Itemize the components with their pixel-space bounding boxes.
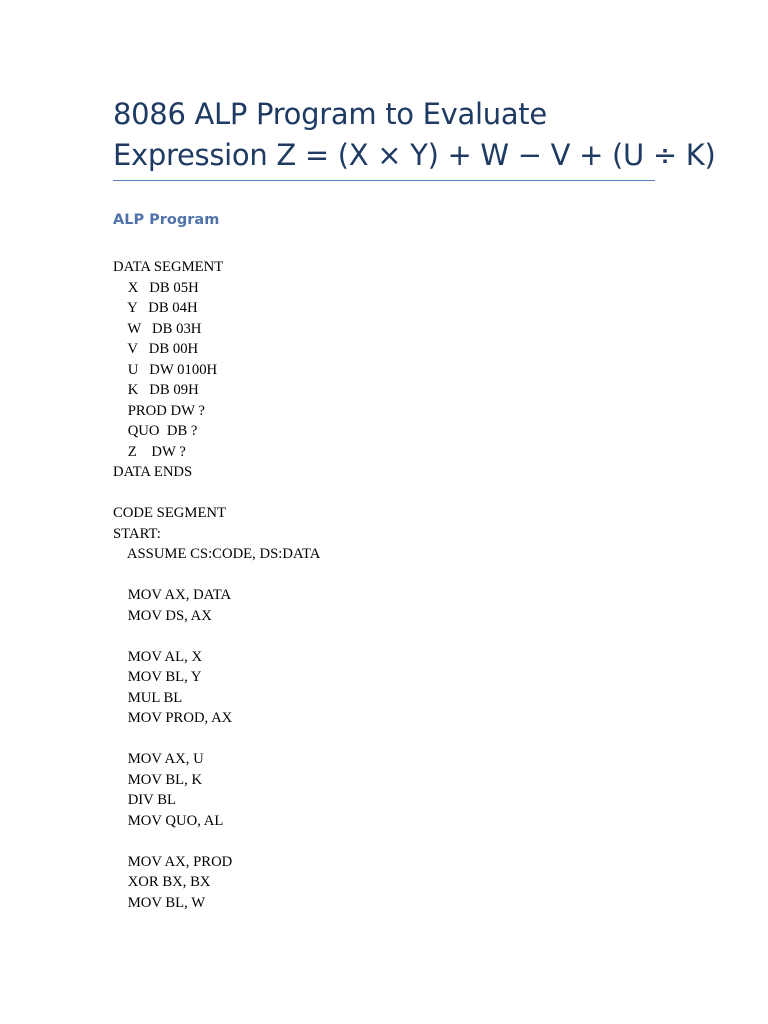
- code-line: MOV BL, W: [113, 894, 206, 911]
- code-line: Z DW ?: [113, 443, 186, 460]
- code-line: MOV PROD, AX: [113, 710, 233, 726]
- code-line: MOV AX, DATA: [113, 587, 232, 603]
- code-line: X DB 05H: [113, 279, 199, 296]
- code-line: W DB 03H: [113, 320, 202, 337]
- code-line: DIV BL: [113, 792, 176, 808]
- code-listing: [113, 257, 320, 913]
- code-line: START:: [113, 525, 161, 542]
- code-line: MOV BL, Y: [113, 669, 202, 685]
- code-line: MUL BL: [113, 689, 183, 706]
- code-line: PROD DW ?: [113, 402, 205, 419]
- blank-code-line: [113, 626, 320, 647]
- code-line: U DW 0100H: [113, 361, 218, 378]
- code-line: QUO DB ?: [113, 423, 198, 439]
- code-line: CODE SEGMENT: [113, 505, 227, 521]
- document-title: [113, 94, 716, 176]
- code-line: MOV DS, AX: [113, 607, 212, 624]
- section-heading: ALP Program: [113, 212, 220, 228]
- code-line: ASSUME CS:CODE, DS:DATA: [113, 546, 321, 562]
- code-line: XOR BX, BX: [113, 874, 211, 890]
- code-line: MOV BL, K: [113, 771, 203, 788]
- code-line: MOV QUO, AL: [113, 812, 224, 829]
- code-line: V DB 00H: [113, 341, 199, 357]
- blank-code-line: [113, 831, 320, 852]
- code-line: DATA ENDS: [113, 464, 193, 480]
- blank-code-line: [113, 483, 320, 504]
- code-line: MOV AL, X: [113, 648, 203, 665]
- code-line: DATA SEGMENT: [113, 259, 224, 275]
- code-line: Y DB 04H: [113, 300, 198, 316]
- code-line: K DB 09H: [113, 382, 199, 398]
- blank-code-line: [113, 565, 320, 586]
- title-line-1: 8086 ALP Program to Evaluate: [113, 97, 547, 131]
- code-line: MOV AX, PROD: [113, 853, 233, 870]
- code-line: MOV AX, U: [113, 751, 204, 767]
- title-underline-divider: [113, 180, 655, 181]
- title-line-2: Expression Z = (X × Y) + W − V + (U ÷ K): [113, 138, 716, 172]
- blank-code-line: [113, 729, 320, 750]
